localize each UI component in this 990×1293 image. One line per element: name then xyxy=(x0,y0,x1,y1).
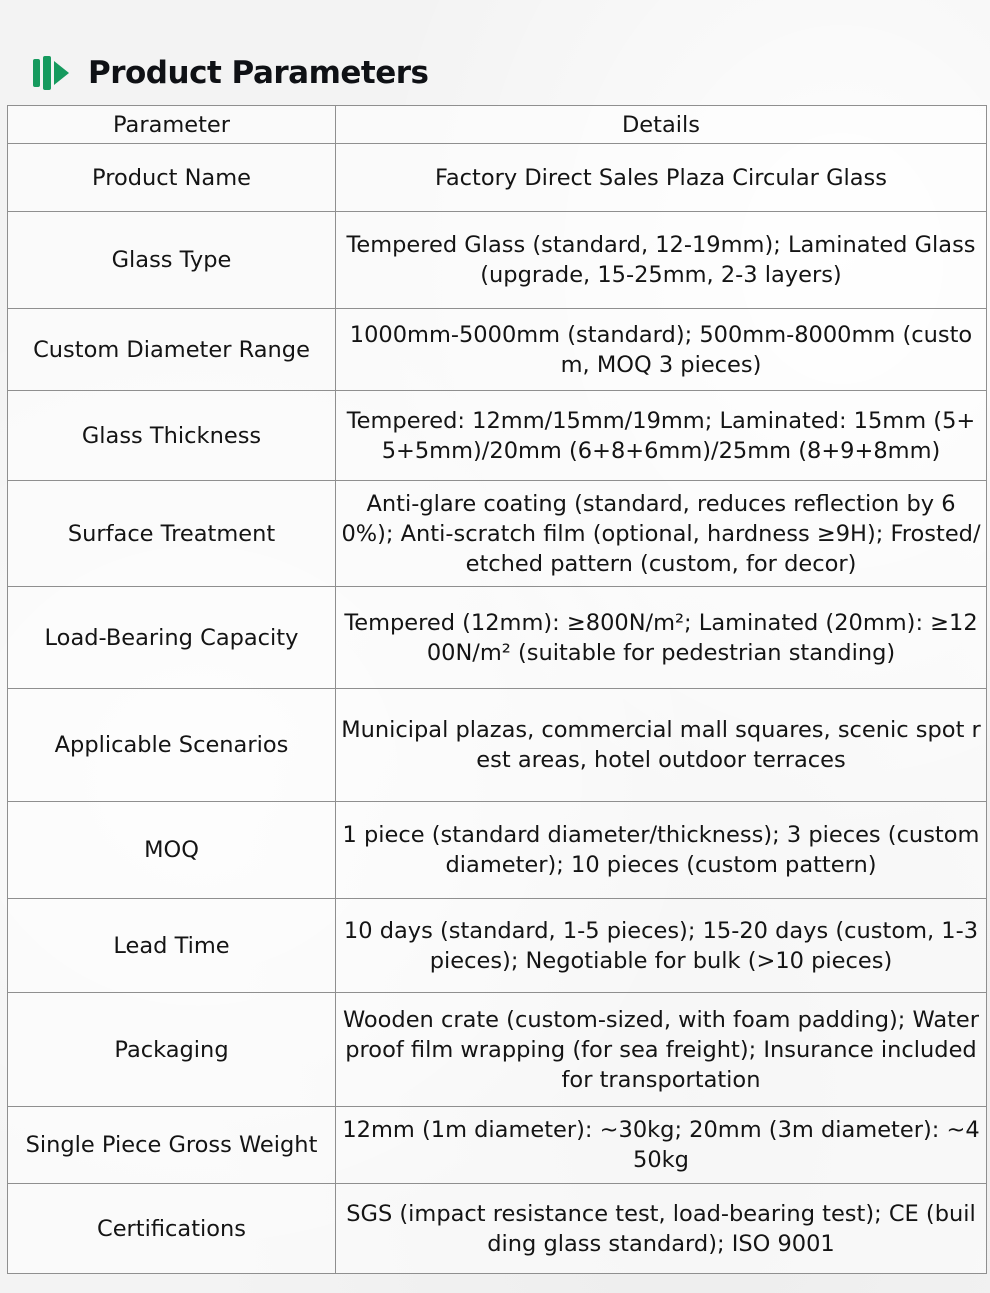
details-cell: Tempered (12mm): ≥800N/m²; Laminated (20mm): ≥1200N/m² (suitable for pedestrian standing) xyxy=(336,587,987,689)
page-title: Product Parameters xyxy=(88,55,429,91)
parameter-cell: Lead Time xyxy=(8,899,336,993)
table-row xyxy=(8,689,987,802)
parameter-cell: Custom Diameter Range xyxy=(8,309,336,391)
parameter-cell: Load-Bearing Capacity xyxy=(8,587,336,689)
parameter-cell: Single Piece Gross Weight xyxy=(8,1107,336,1184)
table-row xyxy=(8,993,987,1107)
parameter-cell: MOQ xyxy=(8,802,336,899)
column-header-parameter: Parameter xyxy=(8,106,336,144)
table-row xyxy=(8,1107,987,1184)
parameter-cell: Glass Type xyxy=(8,212,336,309)
column-header-details: Details xyxy=(336,106,987,144)
table-row xyxy=(8,899,987,993)
table-row xyxy=(8,481,987,587)
play-bars-icon xyxy=(32,53,72,93)
parameter-cell: Glass Thickness xyxy=(8,391,336,481)
details-cell: Anti-glare coating (standard, reduces reflection by 60%); Anti-scratch film (optional, hardness ≥9H); Frosted/etched pattern (custom, for decor) xyxy=(336,481,987,587)
table-row xyxy=(8,587,987,689)
parameter-cell: Applicable Scenarios xyxy=(8,689,336,802)
table-row xyxy=(8,309,987,391)
parameter-cell: Product Name xyxy=(8,144,336,212)
table-row xyxy=(8,1184,987,1274)
details-cell: 1000mm-5000mm (standard); 500mm-8000mm (custom, MOQ 3 pieces) xyxy=(336,309,987,391)
table-row xyxy=(8,391,987,481)
parameters-table xyxy=(7,105,987,1274)
details-cell: Wooden crate (custom-sized, with foam padding); Waterproof film wrapping (for sea freight); Insurance included for transportation xyxy=(336,993,987,1107)
details-cell: SGS (impact resistance test, load-bearing test); CE (building glass standard); ISO 9001 xyxy=(336,1184,987,1274)
details-cell: 10 days (standard, 1-5 pieces); 15-20 days (custom, 1-3 pieces); Negotiable for bulk (>10 pieces) xyxy=(336,899,987,993)
table-row xyxy=(8,144,987,212)
parameter-cell: Surface Treatment xyxy=(8,481,336,587)
table-row xyxy=(8,802,987,899)
details-cell: Municipal plazas, commercial mall squares, scenic spot rest areas, hotel outdoor terraces xyxy=(336,689,987,802)
table-row xyxy=(8,212,987,309)
details-cell: 12mm (1m diameter): ~30kg; 20mm (3m diameter): ~450kg xyxy=(336,1107,987,1184)
details-cell: Tempered Glass (standard, 12-19mm); Laminated Glass (upgrade, 15-25mm, 2-3 layers) xyxy=(336,212,987,309)
parameter-cell: Packaging xyxy=(8,993,336,1107)
section-header xyxy=(32,50,428,96)
details-cell: Factory Direct Sales Plaza Circular Glass xyxy=(336,144,987,212)
parameter-cell: Certifications xyxy=(8,1184,336,1274)
details-cell: 1 piece (standard diameter/thickness); 3 pieces (custom diameter); 10 pieces (custom pattern) xyxy=(336,802,987,899)
details-cell: Tempered: 12mm/15mm/19mm; Laminated: 15mm (5+5+5mm)/20mm (6+8+6mm)/25mm (8+9+8mm) xyxy=(336,391,987,481)
parameters-table-container xyxy=(7,105,986,1274)
table-header-row xyxy=(8,106,987,144)
